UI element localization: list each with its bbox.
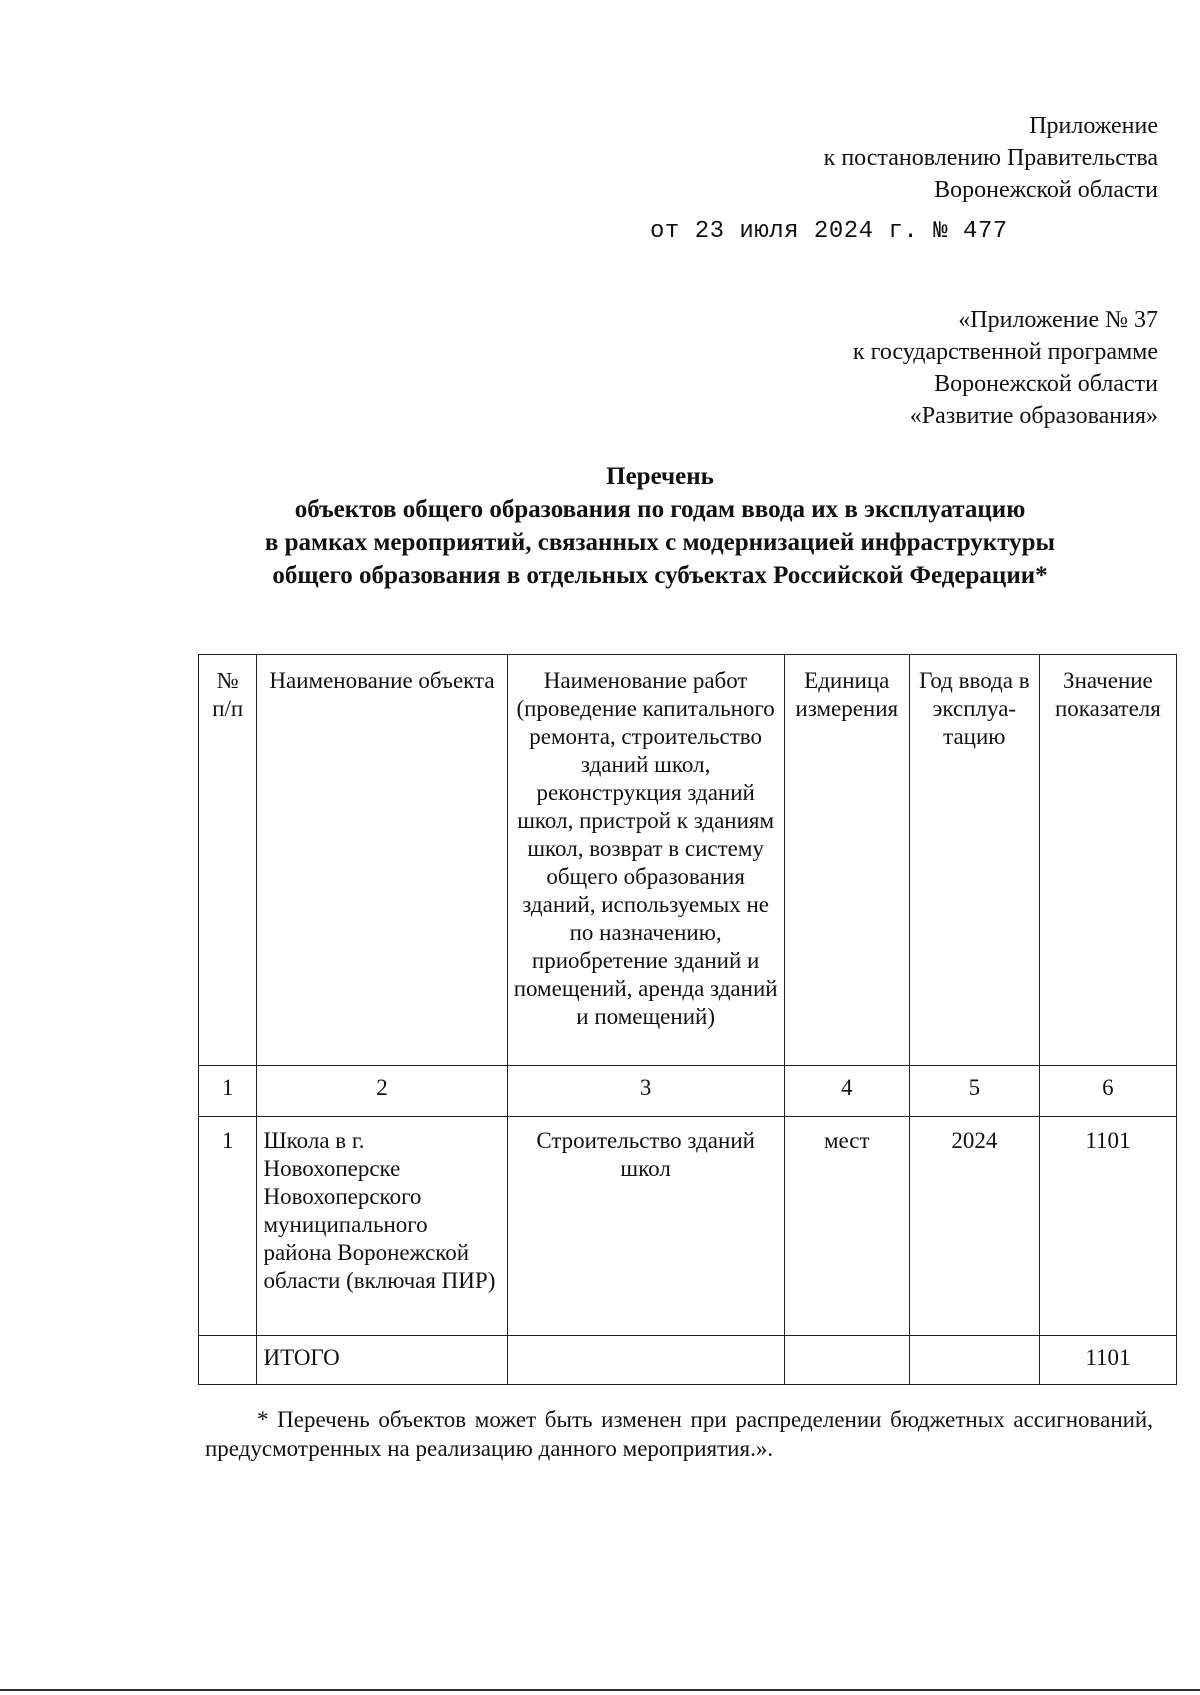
objects-table [198, 654, 1177, 1385]
page-bottom-rule [0, 1689, 1200, 1691]
column-number-row [199, 1066, 1177, 1117]
column-number: 3 [507, 1066, 784, 1117]
col-header-work: Наименование работ (проведение капитального ремонта, строительство зданий школ, реконструкция зданий школ, пристрой к зданиям школ, возврат в систему общего образования зданий, используемых не по назначению, приобретение зданий и помещений, аренда зданий и помещений) [507, 655, 784, 1066]
total-empty-cell [784, 1336, 909, 1385]
row-value: 1101 [1039, 1117, 1176, 1336]
total-label: ИТОГО [257, 1336, 507, 1385]
table-row [199, 1117, 1177, 1336]
table-header-row [199, 655, 1177, 1066]
program-appendix-line: к государственной программе [852, 339, 1158, 365]
row-work: Строительство зданий школ [507, 1117, 784, 1336]
column-number: 5 [909, 1066, 1039, 1117]
title-line: в рамках мероприятий, связанных с модернизацией инфраструктуры [264, 529, 1056, 556]
title-line: Перечень [606, 463, 714, 490]
title-line: общего образования в отдельных субъектах Российской Федерации* [272, 562, 1048, 589]
row-object: Школа в г. Новохоперске Новохоперского муниципального района Воронежской области (включая ПИР) [257, 1117, 507, 1336]
program-appendix-line: «Приложение № 37 [958, 307, 1158, 333]
total-empty-cell [507, 1336, 784, 1385]
column-number: 4 [784, 1066, 909, 1117]
appendix-line: к постановлению Правительства [823, 145, 1158, 171]
program-appendix-line: Воронежской области [934, 371, 1158, 397]
column-number: 6 [1039, 1066, 1176, 1117]
total-value: 1101 [1039, 1336, 1176, 1385]
appendix-line: Приложение [1029, 113, 1158, 139]
row-number: 1 [199, 1117, 257, 1336]
col-header-value: Значение показателя [1039, 655, 1176, 1066]
appendix-header [824, 110, 1158, 206]
row-year: 2024 [909, 1117, 1039, 1336]
col-header-number: № п/п [199, 655, 257, 1066]
appendix-line: Воронежской области [934, 177, 1158, 203]
total-empty-cell [199, 1336, 257, 1385]
document-title [160, 460, 1160, 592]
program-appendix-line: «Развитие образования» [909, 403, 1158, 429]
col-header-year: Год ввода в эксплуа-тацию [909, 655, 1039, 1066]
col-header-unit: Единица измерения [784, 655, 909, 1066]
total-empty-cell [909, 1336, 1039, 1385]
column-number: 1 [199, 1066, 257, 1117]
resolution-date: от 23 июля 2024 г. № 477 [650, 218, 1008, 245]
column-number: 2 [257, 1066, 507, 1117]
program-appendix [853, 304, 1158, 432]
footnote: * Перечень объектов может быть изменен при распределении бюджетных ассигнований, предусмотренных на реализацию данного мероприятия.». [205, 1407, 1153, 1461]
col-header-object: Наименование объекта [257, 655, 507, 1066]
total-row [199, 1336, 1177, 1385]
title-line: объектов общего образования по годам ввода их в эксплуатацию [294, 496, 1026, 523]
row-unit: мест [784, 1117, 909, 1336]
